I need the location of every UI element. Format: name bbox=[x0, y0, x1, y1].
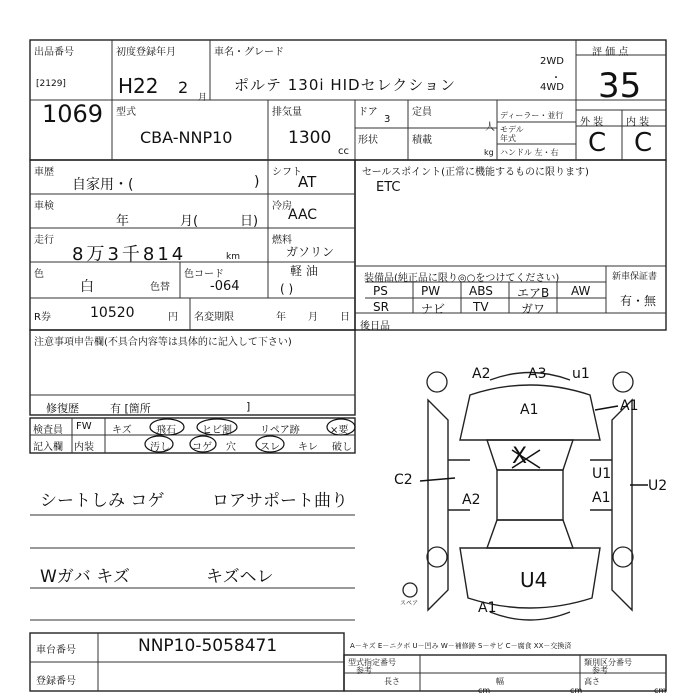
ac-value: AAC bbox=[288, 207, 318, 223]
model-label: 型式 bbox=[116, 107, 136, 118]
insp-crack: ヒビ割 bbox=[202, 425, 232, 436]
int-grade: C bbox=[634, 128, 653, 158]
kg-unit: kg bbox=[484, 148, 494, 157]
type-class-label: 類別区分番号 bbox=[584, 658, 632, 667]
length-label: 長さ bbox=[384, 677, 400, 686]
door-count: 3 bbox=[384, 114, 391, 125]
insp-repair-mark: リペア跡 bbox=[260, 425, 300, 436]
fuel-gasoline: ガソリン bbox=[286, 245, 335, 259]
era-year: H22 bbox=[118, 74, 159, 98]
cm-3: cm bbox=[654, 686, 667, 695]
shift-value: AT bbox=[298, 173, 317, 191]
wheel-front-left-icon bbox=[427, 372, 447, 392]
chassis-label: 車台番号 bbox=[36, 645, 76, 656]
cm-2: cm bbox=[570, 686, 583, 695]
color-code-label: 色コード bbox=[184, 269, 224, 280]
car-rear-bumper bbox=[490, 612, 570, 620]
repair-value: 有 [箇所 bbox=[110, 402, 151, 415]
entry-label: 記入欄 bbox=[33, 442, 63, 453]
insp-needs-replace: ×要 bbox=[330, 425, 349, 436]
disp-label: 排気量 bbox=[272, 107, 302, 118]
inspection-day: 日) bbox=[240, 214, 259, 229]
four-wd: 4WD bbox=[540, 82, 564, 93]
nc-month: 月 bbox=[308, 312, 318, 323]
recycle-label: R券 bbox=[34, 312, 51, 323]
damage-legend: A－キズ E－ニクボ U－凹み W－補修跡 S－サビ C－腐食 XX－交換済 bbox=[350, 642, 572, 650]
equip-navi: ナビ bbox=[421, 302, 446, 316]
spare-label: スペア bbox=[400, 600, 419, 607]
nc-day: 日 bbox=[340, 312, 350, 323]
dealer-label: ディーラー・並行 bbox=[500, 111, 564, 120]
door-label: ドア bbox=[358, 107, 378, 118]
car-left-side bbox=[428, 400, 448, 610]
type-spec-label: 型式指定番号 bbox=[348, 658, 396, 667]
equip-ps: PS bbox=[373, 284, 388, 298]
dmg-a1-bottom: A1 bbox=[478, 600, 497, 616]
dmg-u1-top: u1 bbox=[572, 366, 590, 382]
mileage-value: 8万3千814 bbox=[72, 244, 187, 265]
color-label: 色 bbox=[34, 269, 44, 280]
equip-pw: PW bbox=[421, 284, 441, 298]
warranty-label: 新車保証書 bbox=[612, 272, 658, 282]
ext-label: 外 装 bbox=[580, 117, 604, 128]
handwritten-note-wiper: Wガバ キズ bbox=[40, 567, 130, 587]
fuel-label: 燃料 bbox=[272, 235, 292, 246]
name-change-label: 名変期限 bbox=[194, 312, 234, 323]
equip-other: ガワ bbox=[521, 302, 546, 316]
color-code: -064 bbox=[210, 279, 240, 294]
shape-label: 形状 bbox=[358, 135, 378, 146]
insp-stonechip: 飛石 bbox=[156, 425, 176, 436]
insp-scratch: キズ bbox=[112, 425, 132, 436]
wd-dot: ・ bbox=[551, 73, 561, 84]
car-roof bbox=[497, 470, 563, 520]
inspection-label: 車検 bbox=[34, 201, 54, 212]
equip-abs: ABS bbox=[469, 284, 493, 298]
handwritten-note-seat: シートしみ コゲ bbox=[40, 491, 165, 511]
car-windshield bbox=[487, 440, 573, 470]
inspector-label: 検査員 bbox=[33, 425, 63, 436]
fuel-other: ( ) bbox=[280, 282, 294, 296]
type-class-ref: 参考 bbox=[592, 666, 608, 675]
equip-sr: SR bbox=[373, 300, 389, 314]
capacity-label: 定員 bbox=[412, 107, 432, 118]
insp-dirt: 汚し bbox=[150, 442, 170, 453]
handle-label: ハンドル 左・右 bbox=[500, 148, 559, 157]
ac-label: 冷房 bbox=[272, 201, 292, 212]
car-rear-window bbox=[487, 520, 573, 548]
reg-month: 2 bbox=[178, 78, 189, 97]
insp-tear: 破し bbox=[332, 442, 352, 453]
car-name: ポルテ 130i HIDセレクション bbox=[234, 76, 456, 94]
dmg-a1-right: A1 bbox=[620, 398, 639, 414]
insp-wear: スレ bbox=[260, 442, 280, 453]
width-label: 幅 bbox=[496, 677, 504, 686]
int-label: 内 装 bbox=[626, 117, 650, 128]
inspection-year: 年 bbox=[116, 214, 130, 229]
equip-tv: TV bbox=[473, 300, 489, 314]
yen-unit: 円 bbox=[168, 312, 178, 323]
two-wd: 2WD bbox=[540, 56, 564, 67]
rear-item-label: 後日品 bbox=[360, 321, 390, 332]
fuel-diesel: 軽 油 bbox=[290, 264, 318, 278]
equip-airbag: エアB bbox=[517, 286, 550, 300]
model-code: CBA-NNP10 bbox=[140, 128, 233, 147]
dmg-c2-left: C2 bbox=[394, 472, 413, 488]
car-name-label: 車名・グレード bbox=[214, 47, 284, 58]
insp-hole: 穴 bbox=[226, 442, 236, 453]
interior-tag-label: 内装 bbox=[74, 442, 94, 453]
history-close: ) bbox=[254, 174, 260, 190]
car-right-side bbox=[612, 400, 632, 610]
selling-point-value: ETC bbox=[376, 180, 401, 195]
dmg-u4-trunk: U4 bbox=[520, 568, 548, 592]
lot-sub: [2129] bbox=[36, 79, 66, 89]
eval-label: 評 価 点 bbox=[592, 47, 629, 58]
model-year-label: モデル bbox=[500, 125, 524, 134]
nc-year: 年 bbox=[276, 312, 286, 323]
dmg-a2-top: A2 bbox=[472, 366, 491, 382]
dmg-a2-side: A2 bbox=[462, 492, 481, 508]
wheel-rear-right-icon bbox=[613, 547, 633, 567]
declaration-label: 注意事項申告欄(不具合内容等は具体的に記入して下さい) bbox=[34, 337, 292, 348]
ext-grade: C bbox=[588, 128, 607, 158]
km-unit: km bbox=[226, 252, 240, 262]
shift-label: シフト bbox=[272, 167, 302, 178]
load-label: 積載 bbox=[412, 135, 432, 146]
color-value: 白 bbox=[80, 279, 94, 295]
repair-close: ] bbox=[246, 400, 251, 413]
displacement: 1300 bbox=[288, 128, 332, 148]
dmg-a1-hood: A1 bbox=[520, 402, 539, 418]
dmg-a1-side: A1 bbox=[592, 490, 611, 506]
reg-no-label: 登録番号 bbox=[36, 676, 76, 687]
dmg-a3-top: A3 bbox=[528, 366, 547, 382]
handwritten-note-support: ロアサポート曲り bbox=[212, 491, 348, 511]
month-unit: 月 bbox=[198, 93, 208, 103]
eval-score: 35 bbox=[598, 66, 642, 106]
lot-number: 1069 bbox=[42, 100, 104, 128]
type-spec-ref: 参考 bbox=[356, 666, 372, 675]
cm-1: cm bbox=[478, 686, 491, 695]
history-label: 車歴 bbox=[34, 167, 54, 178]
spare-tire-icon bbox=[403, 583, 417, 597]
chassis-value: NNP10-5058471 bbox=[138, 636, 278, 656]
insp-burn: コゲ bbox=[192, 442, 212, 453]
wheel-front-right-icon bbox=[613, 372, 633, 392]
height-label: 高さ bbox=[584, 677, 600, 686]
fw-label: FW bbox=[76, 421, 92, 432]
equipment-label: 装備品(純正品に限り◎○をつけてください) bbox=[364, 273, 560, 284]
insp-cut: キレ bbox=[298, 442, 318, 453]
lot-label: 出品番号 bbox=[34, 47, 74, 58]
history-value: 自家用・( bbox=[72, 177, 134, 193]
dmg-u1-side: U1 bbox=[592, 466, 612, 482]
repair-label: 修復歴 bbox=[46, 402, 79, 415]
selling-point-label: セールスポイント(正常に機能するものに限ります) bbox=[362, 167, 589, 178]
recycle-value: 10520 bbox=[90, 305, 135, 321]
reg-label: 初度登録年月 bbox=[116, 47, 176, 58]
warranty-value: 有・無 bbox=[620, 294, 657, 308]
dmg-u2-right: U2 bbox=[648, 478, 668, 494]
person-unit: 人 bbox=[485, 122, 495, 133]
handwritten-note-scratch: キズヘレ bbox=[206, 567, 274, 587]
year-label: 年式 bbox=[500, 134, 516, 143]
color-change-label: 色替 bbox=[150, 282, 170, 293]
wheel-rear-left-icon bbox=[427, 547, 447, 567]
inspection-month: 月( bbox=[180, 214, 199, 229]
mileage-label: 走行 bbox=[34, 235, 54, 246]
equip-aw: AW bbox=[571, 284, 591, 298]
dmg-x-roof: X bbox=[512, 444, 528, 469]
cc-unit: cc bbox=[338, 146, 349, 157]
